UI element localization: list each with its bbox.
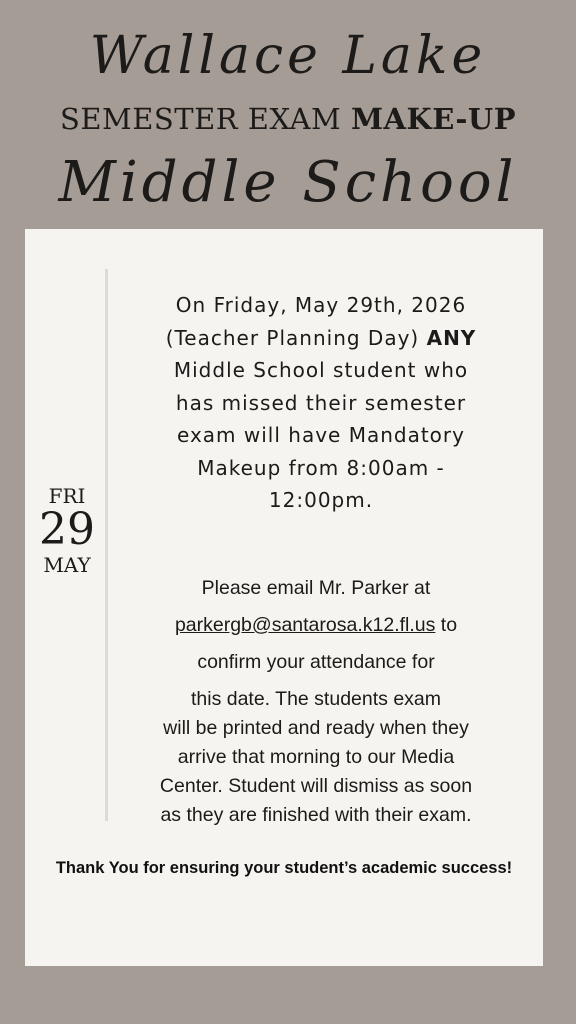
- instructions-line-5: will be printed and ready when they: [163, 717, 469, 739]
- title-regular: SEMESTER EXAM: [59, 102, 351, 136]
- title-bold: MAKE-UP: [350, 102, 517, 136]
- date-weekday: FRI: [48, 484, 86, 508]
- thank-you-note: Thank You for ensuring your student’s academic success!: [55, 859, 513, 877]
- instructions-text: [111, 574, 521, 830]
- announcement-emphasis: ANY: [426, 325, 477, 350]
- announcement-card: [25, 229, 543, 966]
- instructions-line-7: Center. Student will dismiss as soon: [159, 775, 473, 797]
- email-link[interactable]: parkergb@santarosa.k12.fl.us: [174, 614, 436, 636]
- instructions-line-8: as they are finished with their exam.: [160, 804, 472, 826]
- instructions-line-2: [111, 611, 521, 640]
- date-month: MAY: [43, 553, 91, 577]
- school-name-script-bottom: Middle School: [58, 150, 518, 215]
- instructions-line-6: arrive that morning to our Media: [177, 746, 455, 768]
- date-badge: [31, 485, 103, 577]
- instructions-line-2-suffix: to: [435, 614, 458, 636]
- date-day: 29: [39, 504, 95, 555]
- announcement-text: [121, 289, 521, 517]
- instructions-line-3: confirm your attendance for: [197, 651, 435, 673]
- school-name-script-top: Wallace Lake: [89, 26, 487, 86]
- announcement-rest: Middle School student who has missed their semester exam will have Mandatory Makeup from 8:00am - 12:00pm.: [173, 358, 469, 512]
- page-title: [0, 102, 576, 136]
- instructions-line-1: Please email Mr. Parker at: [201, 577, 431, 599]
- vertical-divider: [105, 269, 108, 821]
- announcement-lead: On Friday, May 29th, 2026 (Teacher Planning Day): [165, 293, 467, 350]
- instructions-line-4: this date. The students exam: [190, 688, 442, 710]
